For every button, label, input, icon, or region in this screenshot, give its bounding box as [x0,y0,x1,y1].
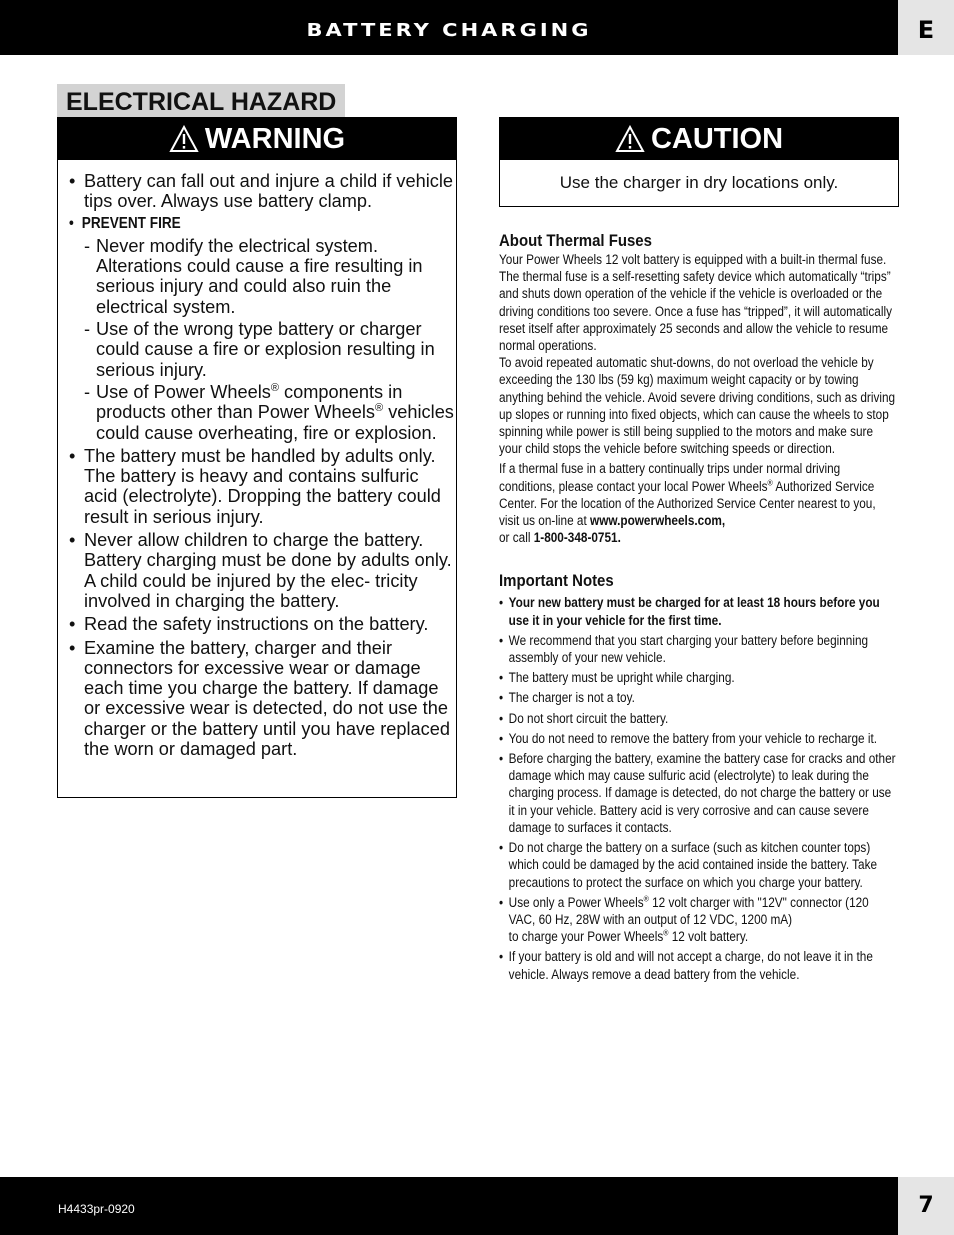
thermal-section [499,231,898,983]
warning-subitem: - Use of the wrong type battery or charger could cause a fire or explosion resulting in serious injury. [84,319,435,380]
warning-subitem: - Use of Power Wheels® components in products other than Power Wheels® vehicles could cause overheating, fire or explosion. [84,381,454,443]
caution-triangle-icon [615,125,645,153]
note-item: • Use only a Power Wheels® 12 volt charger with "12V" connector (120 VAC, 60 Hz, 28W with an output of 12 VDC, 1200 mA) to charge your Power Wheels® 12 volt battery. [499,894,869,945]
warning-item: • Read the safety instructions on the battery. [69,614,429,635]
caution-heading: CAUTION [650,122,784,155]
header-bar [0,0,898,55]
prevent-fire-heading: • PREVENT FIRE [69,214,181,232]
caution-box [499,117,899,207]
warning-box [57,117,457,798]
warning-item: • The battery must be handled by adults only. The battery is heavy and contains sulfuric acid (electrolyte). Dropping the battery could result in serious injury. [69,445,441,527]
note-item: • If your battery is old and will not accept a charge, do not leave it in the vehicle. Always remove a dead battery from the vehicle. [499,949,873,982]
warning-heading: WARNING [204,122,346,155]
warning-triangle-icon [169,125,199,153]
hazard-label: ELECTRICAL HAZARD [57,84,345,118]
caution-text: Use the charger in dry locations only. [559,173,839,192]
warning-item: • Battery can fall out and injure a child if vehicle tips over. Always use battery clamp. [69,171,454,212]
language-tab: E [898,0,954,55]
thermal-paragraph: To avoid repeated automatic shut-downs, do not overload the vehicle by exceeding the 130 lbs (59 kg) maximum weight capacity or by towing anything behind the vehicle. Avoid severe driving conditions, such as driving up slopes or running into fixed objects, which can cause the wheels to stop spinning while power is still being supplied to the motors and make sure your child stops the vehicle before switching speeds or direction. [499,355,896,457]
note-item: • Your new battery must be charged for at least 18 hours before you use it in your vehicle for the first time. [499,595,880,628]
thermal-paragraph: If a thermal fuse in a battery continually trips under normal driving conditions, please contact your local Power Wheels® Authorized Service Center. For the location of the Authorized Service Center nearest to you, visit us on-line at www.powerwheels.com, or call 1-800-348-0751. [499,461,876,546]
warning-header [58,118,456,160]
note-item: • You do not need to remove the battery from your vehicle to recharge it. [499,730,878,746]
thermal-title: About Thermal Fuses [499,231,652,250]
right-column [499,231,899,983]
page-number: 7 [898,1177,954,1235]
document-code: H4433pr-0920 [58,1202,135,1216]
note-item: • Do not charge the battery on a surface (such as kitchen counter tops) which could be damaged by the acid contained inside the battery. Take precautions to protect the surface on which you charge your battery. [499,840,878,890]
warning-item: • Never allow children to charge the battery. Battery charging must be done by adults only. A child could be injured by the elec- tricity involved in charging the battery. [69,530,452,611]
phone-number: 1-800-348-0751. [533,530,621,546]
caution-header [500,118,898,160]
page-title: BATTERY CHARGING [306,19,592,41]
warning-subitem: - Never modify the electrical system. Alterations could cause a fire resulting in serious injury and could also ruin the electrical system. [84,235,423,317]
note-item: • We recommend that you start charging your battery before beginning assembly of your new vehicle. [499,632,869,666]
warning-list [69,171,454,759]
note-item: • Before charging the battery, examine the battery case for cracks and other damage which may cause sulfuric acid (electrolyte) to leak during the charging process. If damage is detected, do not charge the battery or use it in your vehicle. Battery acid is very corrosive and can cause severe damage to surfaces it contacts. [499,751,896,835]
note-item: • The battery must be upright while charging. [499,670,735,686]
thermal-paragraph: Your Power Wheels 12 volt battery is equipped with a built-in thermal fuse. The thermal fuse is a self-resetting safety device which automatically “trips” and shuts down operation of the vehicle if the vehicle is overloaded or the driving conditions too severe. Once a fuse has “tripped”, it will automatically reset itself after approximately 25 seconds and allow the vehicle to resume normal operations. [499,252,892,354]
note-item: • The charger is not a toy. [499,690,635,706]
notes-title: Important Notes [499,571,614,591]
footer-bar [0,1177,898,1235]
website-link[interactable]: www.powerwheels.com, [590,513,726,529]
warning-item: • Examine the battery, charger and their connectors for excessive wear or damage each time you charge the battery. If damage or excessive wear is detected, do not use the charger or the battery until you have replaced the worn or damaged part. [69,637,450,760]
note-item: • Do not short circuit the battery. [499,710,669,726]
